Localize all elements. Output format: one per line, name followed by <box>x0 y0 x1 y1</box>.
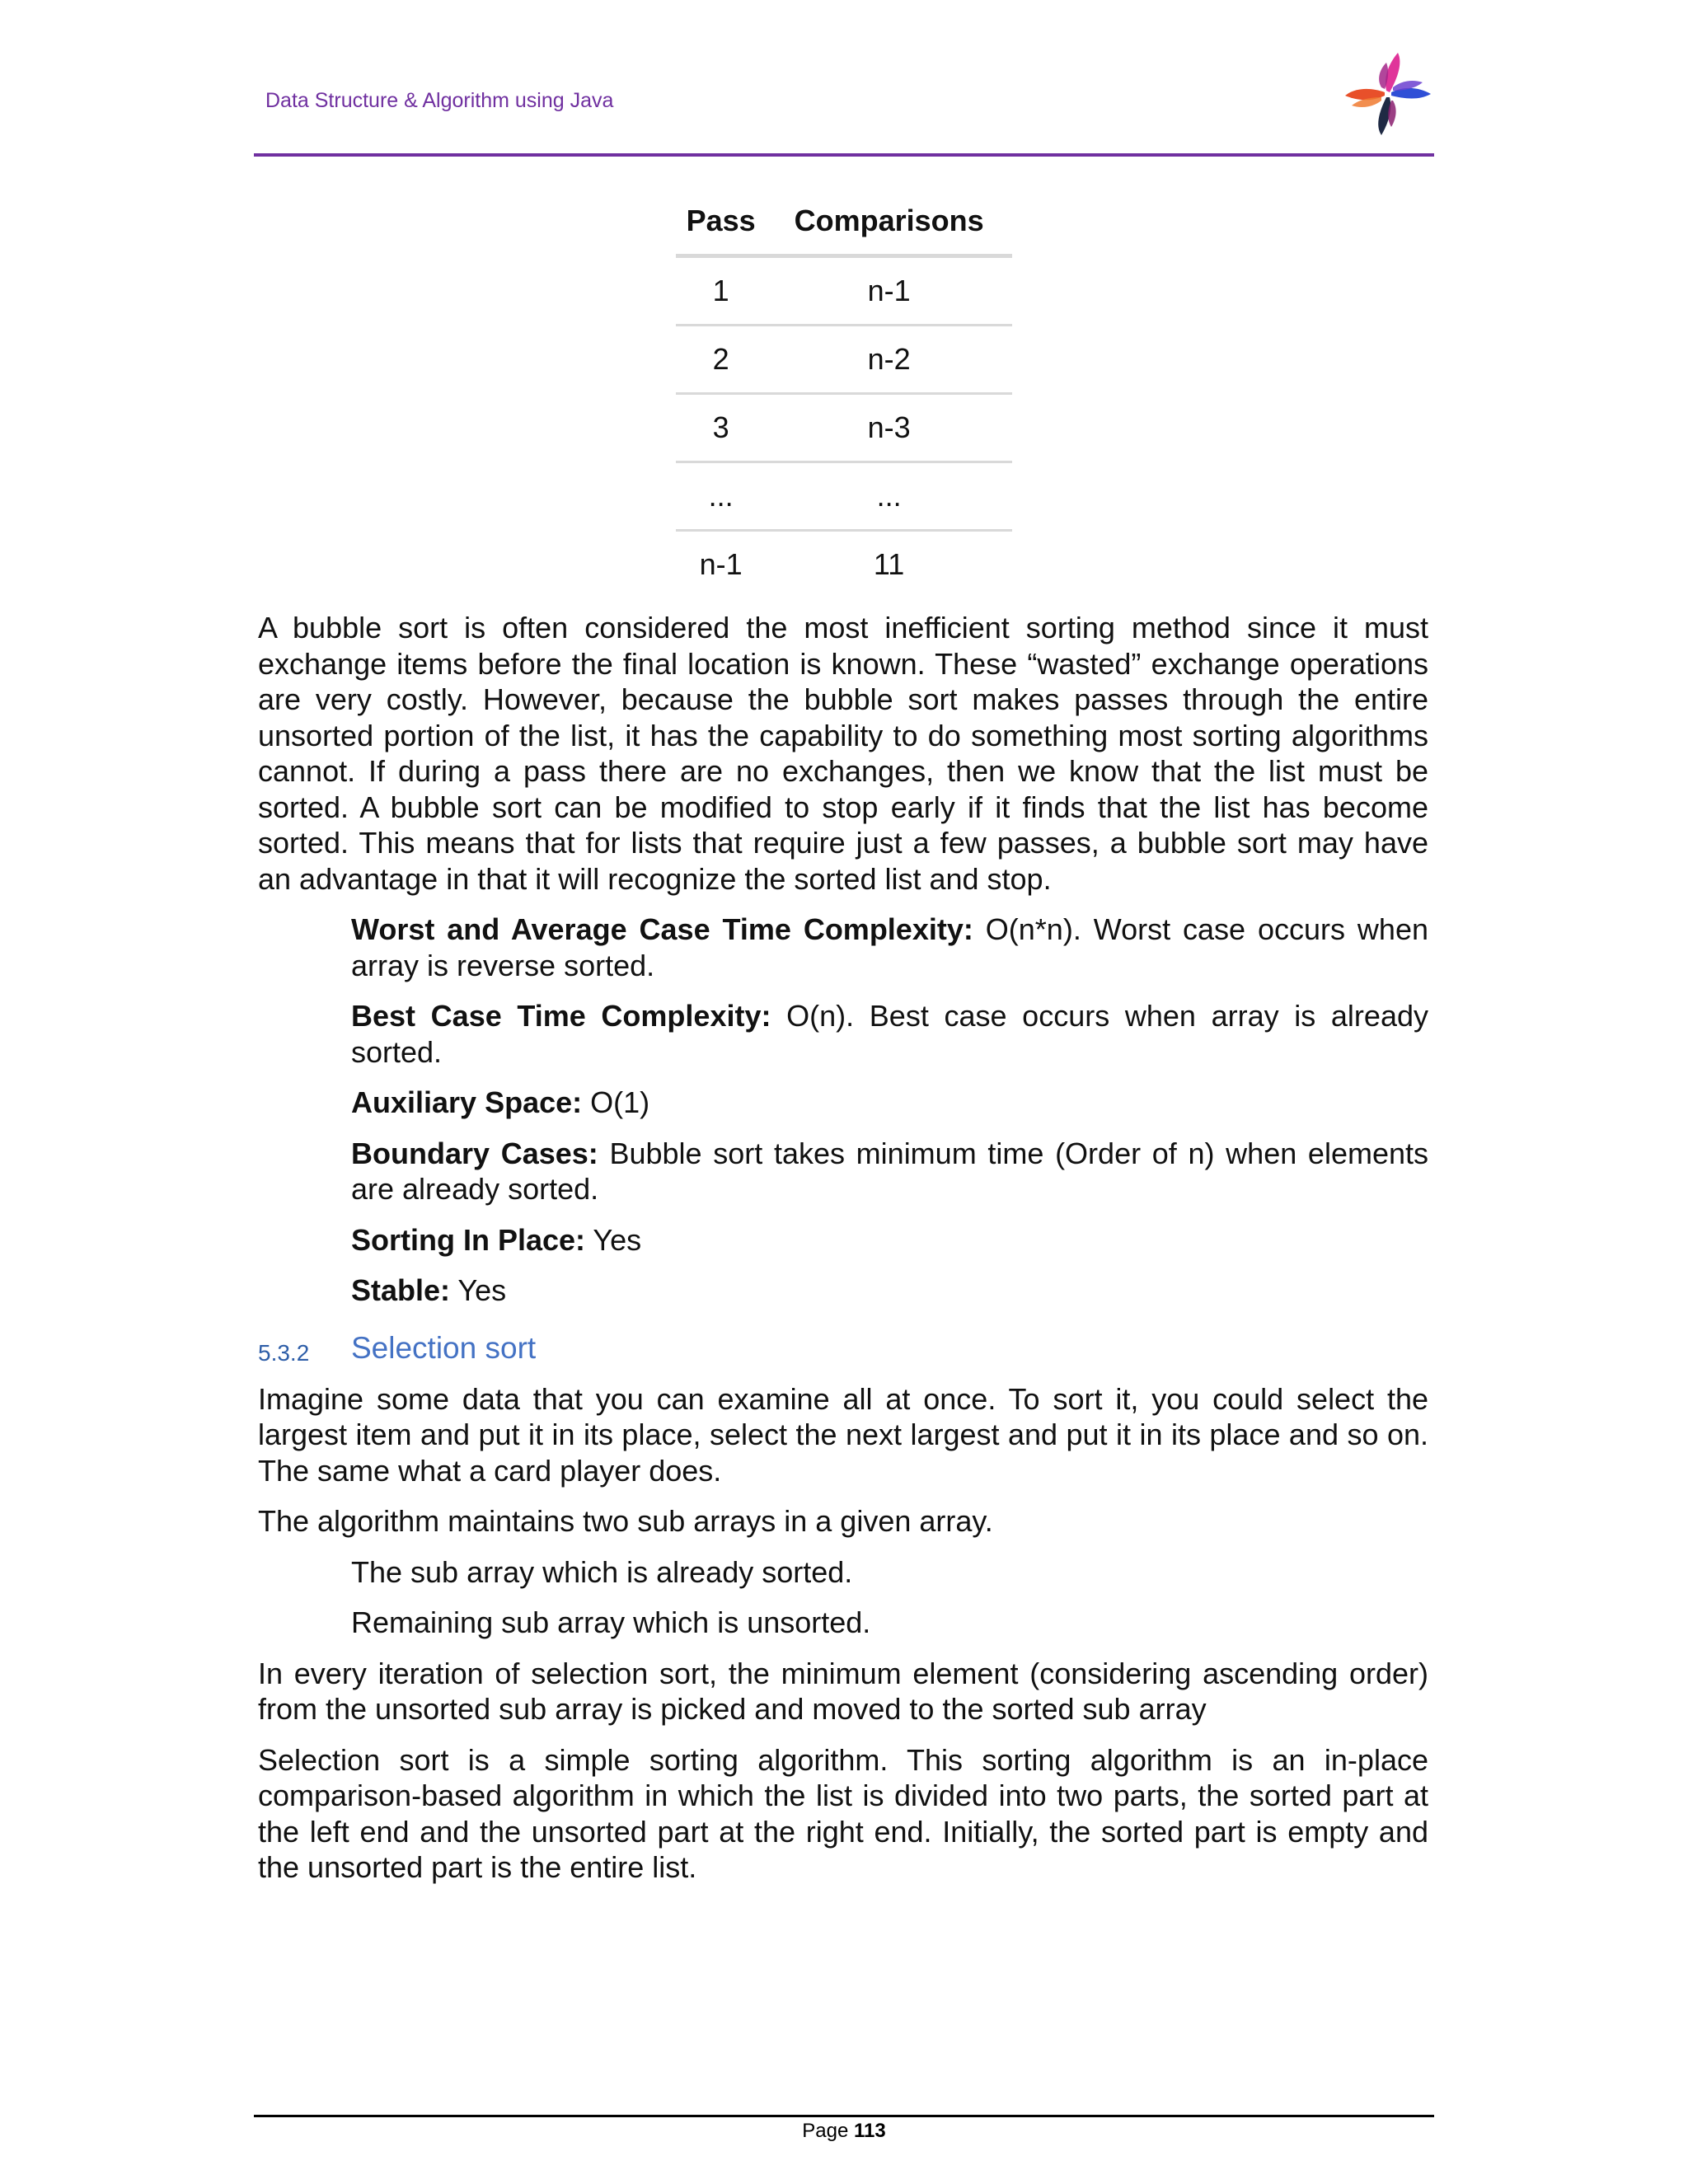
footer-divider <box>254 2115 1434 2117</box>
property-label: Worst and Average Case Time Complexity: <box>351 912 973 946</box>
property-label: Auxiliary Space: <box>351 1085 583 1119</box>
header-divider <box>254 153 1434 157</box>
selection-paragraph-3: In every iteration of selection sort, the minimum element (considering ascending order) from the unsorted sub array is picked and moved to the sorted sub array <box>258 1656 1428 1726</box>
page-footer <box>0 2120 1688 2143</box>
table-cell: 2 <box>676 326 766 394</box>
column-header-pass: Pass <box>676 188 766 256</box>
property-label: Best Case Time Complexity: <box>351 999 771 1033</box>
page-number: 113 <box>854 2120 886 2142</box>
property-label: Sorting In Place: <box>351 1222 586 1257</box>
page-body <box>258 610 1428 1900</box>
pass-comparisons-table <box>676 188 1012 598</box>
property-text: O(n*n). Worst case occurs when array is reverse sorted. <box>351 912 1428 982</box>
column-header-comparisons: Comparisons <box>766 188 1012 256</box>
table-cell: n-1 <box>867 274 911 307</box>
table-cell: n-2 <box>766 326 1012 394</box>
list-item: Remaining sub array which is unsorted. <box>351 1605 871 1639</box>
section-title: Selection sort <box>351 1330 537 1365</box>
pinwheel-logo <box>1343 51 1434 137</box>
section-number: 5.3.2 <box>258 1339 310 1366</box>
property-text: Bubble sort takes minimum time (Order of n) when elements are already sorted. <box>351 1136 1428 1206</box>
page-label: Page <box>802 2120 854 2142</box>
table-row <box>676 256 1012 326</box>
header-title: Data Structure & Algorithm using Java <box>265 89 614 112</box>
property-sorting-in-place <box>351 1222 1428 1258</box>
table-cell: ... <box>766 462 1012 531</box>
table-cell: 11 <box>766 531 1012 598</box>
property-label: Stable: <box>351 1273 451 1307</box>
property-stable <box>351 1272 1428 1309</box>
property-text: Yes <box>450 1273 507 1307</box>
table-cell: 1 <box>712 274 729 307</box>
table-row <box>676 326 1012 394</box>
table-row <box>676 394 1012 462</box>
table-row <box>676 462 1012 531</box>
property-auxiliary-space <box>351 1085 1428 1121</box>
property-best-case <box>351 998 1428 1070</box>
selection-paragraph-4: Selection sort is a simple sorting algorithm. This sorting algorithm is an in-place comparison-based algorithm in which the list is divided into two parts, the sorted part at the left end and the unsorted part at the right end. Initially, the sorted part is empty and the unsorted part is the entire list. <box>258 1742 1428 1884</box>
selection-paragraph-1: Imagine some data that you can examine all at once. To sort it, you could select the largest item and put it in its place, select the next largest and put it in its place and so on. The same what a card player does. <box>258 1381 1428 1488</box>
property-boundary-cases <box>351 1136 1428 1207</box>
property-text: O(1) <box>582 1085 650 1119</box>
table-cell: ... <box>676 462 766 531</box>
property-label: Boundary Cases: <box>351 1136 598 1170</box>
table-row <box>676 531 1012 598</box>
table-cell: n-1 <box>676 531 766 598</box>
list-item: The sub array which is already sorted. <box>351 1554 853 1589</box>
property-text: Yes <box>585 1222 642 1257</box>
section-heading <box>258 1330 1428 1366</box>
property-text: O(n). Best case occurs when array is already sorted. <box>351 999 1428 1069</box>
property-worst-case <box>351 912 1428 983</box>
table-cell: n-3 <box>766 394 1012 462</box>
selection-paragraph-2: The algorithm maintains two sub arrays in a given array. <box>258 1504 993 1538</box>
bubble-sort-paragraph: A bubble sort is often considered the most inefficient sorting method since it must exchange items before the final location is known. These “wasted” exchange operations are very costly. However, because the bubble sort makes passes through the entire unsorted portion of the list, it has the capability to do something most sorting algorithms cannot. If during a pass there are no exchanges, then we know that the list must be sorted. A bubble sort can be modified to stop early if it finds that the list has become sorted. This means that for lists that require just a few passes, a bubble sort may have an advantage in that it will recognize the sorted list and stop. <box>258 611 1428 896</box>
table-cell: 3 <box>676 394 766 462</box>
